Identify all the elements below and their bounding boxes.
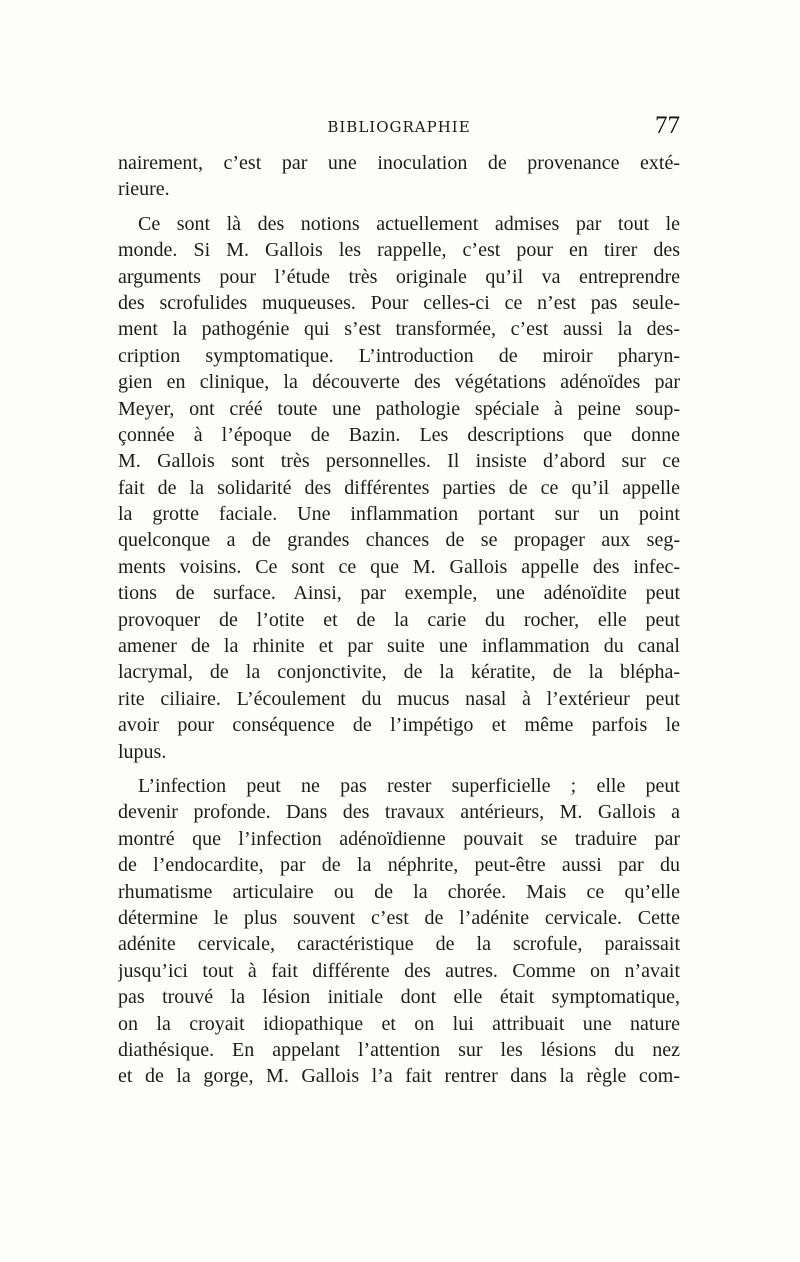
- text-line: Ce sont là des notions actuellement admises par tout le: [138, 212, 680, 235]
- text-line: nairement, c’est par une inoculation de provenance exté-: [118, 152, 680, 174]
- text-line: lacrymal, de la conjonctivite, de la kératite, de la blépha-: [118, 661, 680, 684]
- text-line: des scrofulides muqueuses. Pour celles-ci ce n’est pas seule-: [118, 291, 680, 314]
- body-text: [118, 150, 680, 1090]
- text-line: de l’endocardite, par de la néphrite, peut-être aussi par du: [118, 854, 680, 877]
- text-line: lupus.: [118, 740, 167, 763]
- text-line: ment la pathogénie qui s’est transformée, c’est aussi la des-: [118, 318, 680, 341]
- text-line: cription symptomatique. L’introduction de miroir pharyn-: [118, 344, 680, 367]
- text-line: ments voisins. Ce sont ce que M. Gallois appelle des infec-: [118, 555, 680, 578]
- page-number: 77: [655, 112, 680, 139]
- text-line: avoir pour conséquence de l’impétigo et même parfois le: [118, 714, 680, 737]
- text-line: provoquer de l’otite et de la carie du rocher, elle peut: [118, 608, 680, 631]
- text-line: quelconque a de grandes chances de se propager aux seg-: [118, 529, 680, 552]
- text-line: M. Gallois sont très personnelles. Il insiste d’abord sur ce: [118, 450, 680, 473]
- text-line: la grotte faciale. Une inflammation portant sur un point: [118, 503, 680, 526]
- text-line: rhumatisme articulaire ou de la chorée. Mais ce qu’elle: [118, 880, 680, 903]
- text-line: monde. Si M. Gallois les rappelle, c’est pour en tirer des: [118, 239, 680, 262]
- text-line: rite ciliaire. L’écoulement du mucus nasal à l’extérieur peut: [118, 687, 680, 710]
- text-line: çonnée à l’époque de Bazin. Les descriptions que donne: [118, 423, 680, 446]
- text-line: fait de la solidarité des différentes parties de ce qu’il appelle: [118, 476, 680, 499]
- text-line: devenir profonde. Dans des travaux antérieurs, M. Gallois a: [118, 801, 680, 824]
- page-header: [118, 112, 680, 142]
- text-line: montré que l’infection adénoïdienne pouvait se traduire par: [118, 827, 680, 850]
- text-line: jusqu’ici tout à fait différente des autres. Comme on n’avait: [118, 959, 680, 982]
- text-line: et de la gorge, M. Gallois l’a fait rentrer dans la règle com-: [118, 1065, 680, 1088]
- text-line: diathésique. En appelant l’attention sur les lésions du nez: [118, 1038, 680, 1061]
- text-line: on la croyait idiopathique et on lui attribuait une nature: [118, 1012, 680, 1035]
- paragraph: [118, 773, 680, 1090]
- text-line: L’infection peut ne pas rester superficielle ; elle peut: [138, 774, 680, 797]
- text-line: amener de la rhinite et par suite une inflammation du canal: [118, 635, 680, 658]
- text-line: adénite cervicale, caractéristique de la scrofule, paraissait: [118, 933, 680, 956]
- text-line: Meyer, ont créé toute une pathologie spéciale à peine soup-: [118, 397, 680, 420]
- text-line: tions de surface. Ainsi, par exemple, une adénoïdite peut: [118, 582, 680, 605]
- text-line: rieure.: [118, 178, 170, 201]
- paragraph: [118, 150, 680, 203]
- text-line: pas trouvé la lésion initiale dont elle était symptomatique,: [118, 986, 680, 1009]
- text-line: gien en clinique, la découverte des végétations adénoïdes par: [118, 371, 680, 394]
- running-title: BIBLIOGRAPHIE: [327, 118, 471, 136]
- text-line: arguments pour l’étude très originale qu’il va entreprendre: [118, 265, 680, 288]
- text-line: détermine le plus souvent c’est de l’adénite cervicale. Cette: [118, 906, 680, 929]
- paragraph: [118, 211, 680, 765]
